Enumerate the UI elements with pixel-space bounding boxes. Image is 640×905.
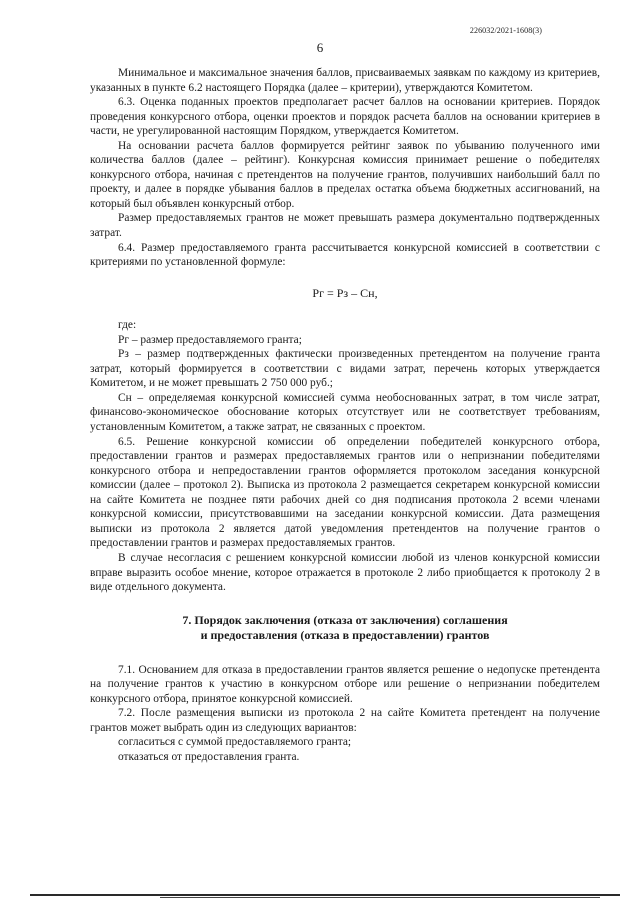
paragraph-6-3: 6.3. Оценка поданных проектов предполагает расчет баллов на основании критериев. Порядок проведения конкурсного отбора, оценки проектов и порядок расчета баллов на основании критериев в части, не урегулированной настоящим Порядком, утверждается Комитетом. <box>90 96 600 138</box>
paragraph-6-5: 6.5. Решение конкурсной комиссии об определении победителей конкурсного отбора, предоставлении грантов и размерах предоставляемых грантов или о непризнании победителями конкурсного отбора и непредоставлении грантов оформляется протоколом заседания конкурсной комиссии (далее – протокол 2). Выписка из протокола 2 размещается секретарем конкурсной комиссии на сайте Комитета не позднее пяти рабочих дней со дня подписания протокола 2 всеми членами конкурсной комиссии, присутствовавшими на заседании конкурсной комиссии. Дата размещения выписки из протокола 2 является датой уведомления претендентов на получение грантов о предоставлении грантов и размерах предоставляемых грантов. <box>90 435 600 550</box>
scan-edge-line-secondary <box>160 897 600 898</box>
option-agree: согласиться с суммой предоставляемого гранта; <box>118 736 352 749</box>
document-body <box>90 66 600 764</box>
paragraph-dissent: В случае несогласия с решением конкурсной комиссии любой из членов конкурсной комиссии вправе выразить особое мнение, которое отражается в протоколе 2 либо приобщается к протоколу 2 в виде отдельного документа. <box>90 551 600 594</box>
section-7-heading-line1: 7. Порядок заключения (отказа от заключения) соглашения <box>182 612 508 627</box>
paragraph-rating: На основании расчета баллов формируется рейтинг заявок по убыванию полученного ими количества баллов (далее – рейтинг). Конкурсная комиссия принимает решение о победителях конкурсного отбора, начиная с претендентов на получение грантов, получивших наибольший балл по проекту, и далее в порядке убывания баллов в пределах остатка объема бюджетных ассигнований, на который был объявлен конкурсный отбор. <box>90 139 600 210</box>
paragraph-6-4: 6.4. Размер предоставляемого гранта рассчитывается конкурсной комиссией в соответствии с критериями по установленной формуле: <box>90 241 600 269</box>
paragraph-criteria-scores: Минимальное и максимальное значения баллов, присваиваемых заявкам по каждому из критериев, указанных в пункте 6.2 настоящего Порядка (далее – критерии), утверждаются Комитетом. <box>90 67 600 94</box>
paragraph-7-2: 7.2. После размещения выписки из протокола 2 на сайте Комитета претендент на получение грантов может выбрать один из следующих вариантов: <box>90 707 600 734</box>
definition-sn: Сн – определяемая конкурсной комиссией сумма необоснованных затрат, в том числе затрат, финансово-экономическое обоснование которых отсутствует или не соответствует требованиям, установленным Комитетом, а также затрат, не связанных с проектом. <box>90 391 600 434</box>
section-7-heading <box>90 613 600 643</box>
scan-edge-line <box>30 894 620 896</box>
grant-formula: Рг = Рз – Сн, <box>312 285 378 300</box>
section-7-heading-line2: и предоставления (отказа в предоставлении) грантов <box>200 627 490 642</box>
paragraph-7-1: 7.1. Основанием для отказа в предоставлении грантов является решение о недопуске претендента на получение грантов к участию в конкурсном отборе или решение о непризнании победителем конкурсного отбора, принятое конкурсной комиссией. <box>90 663 600 705</box>
page-number: 6 <box>316 40 324 55</box>
option-refuse: отказаться от предоставления гранта. <box>118 750 300 763</box>
paragraph-grant-limit: Размер предоставляемых грантов не может превышать размера документально подтвержденных затрат. <box>90 212 600 240</box>
definition-rz: Рз – размер подтвержденных фактически произведенных претендентом на получение гранта затрат, который формируется в соответствии с видами затрат, перечень которых утверждается Комитетом, и не может превышать 2 750 000 руб.; <box>90 348 600 390</box>
formula-where: где: <box>118 319 137 332</box>
document-id: 226032/2021-1608(3) <box>469 26 542 35</box>
definition-rg: Рг – размер предоставляемого гранта; <box>118 333 302 346</box>
